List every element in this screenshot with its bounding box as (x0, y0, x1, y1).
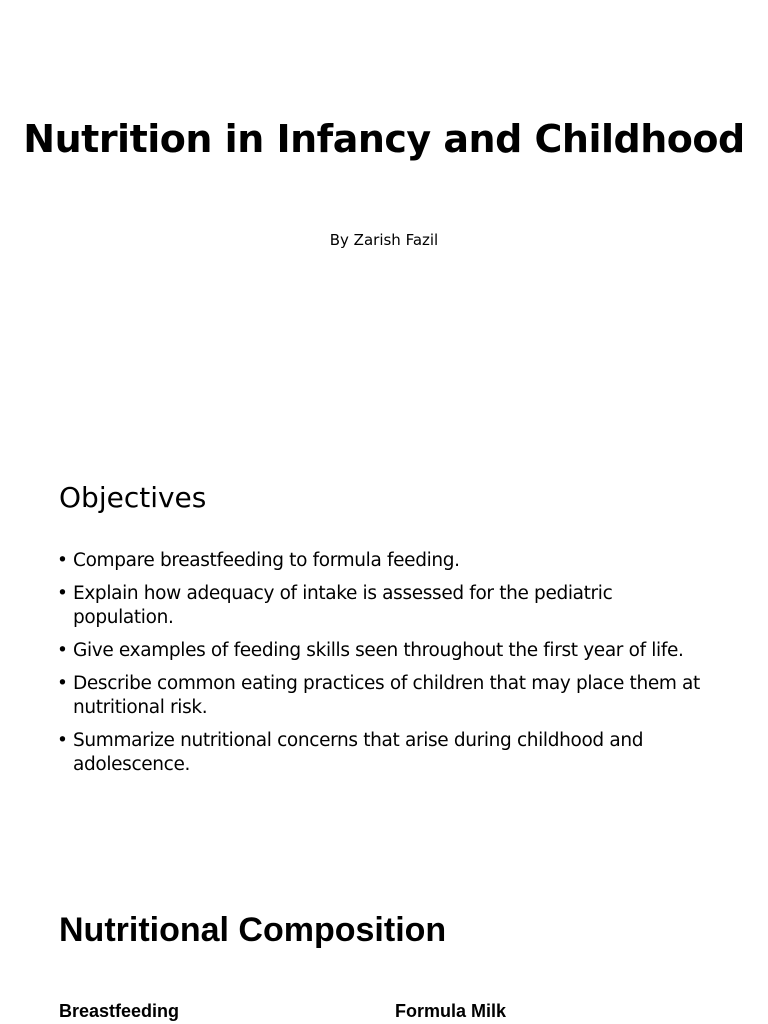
objective-text: Explain how adequacy of intake is assessed for the pediatric population. (73, 583, 613, 628)
objectives-slide (0, 440, 768, 840)
column-header-formula-milk: Formula Milk (395, 1001, 507, 1021)
objectives-heading: Objectives (59, 481, 207, 514)
objective-item (57, 549, 717, 573)
title-slide (0, 0, 768, 420)
objective-item (57, 582, 717, 630)
objectives-list (57, 549, 717, 786)
presentation-author: By Zarish Fazil (329, 231, 439, 249)
bullet-icon: • (57, 640, 68, 661)
objective-item (57, 672, 717, 720)
bullet-icon: • (57, 730, 68, 751)
bullet-icon: • (57, 673, 68, 694)
objective-item (57, 639, 717, 663)
objective-text: Summarize nutritional concerns that arise during childhood and adolescence. (73, 730, 644, 775)
column-header-breastfeeding: Breastfeeding (59, 1001, 180, 1021)
composition-slide (0, 880, 768, 1024)
bullet-icon: • (57, 583, 68, 604)
objective-text: Compare breastfeeding to formula feeding. (73, 550, 460, 571)
bullet-icon: • (57, 550, 68, 571)
objective-text: Describe common eating practices of children that may place them at nutritional risk. (73, 673, 700, 718)
objective-text: Give examples of feeding skills seen throughout the first year of life. (73, 640, 684, 661)
composition-heading: Nutritional Composition (59, 911, 447, 949)
presentation-title: Nutrition in Infancy and Childhood (23, 117, 745, 161)
objective-item (57, 729, 717, 777)
